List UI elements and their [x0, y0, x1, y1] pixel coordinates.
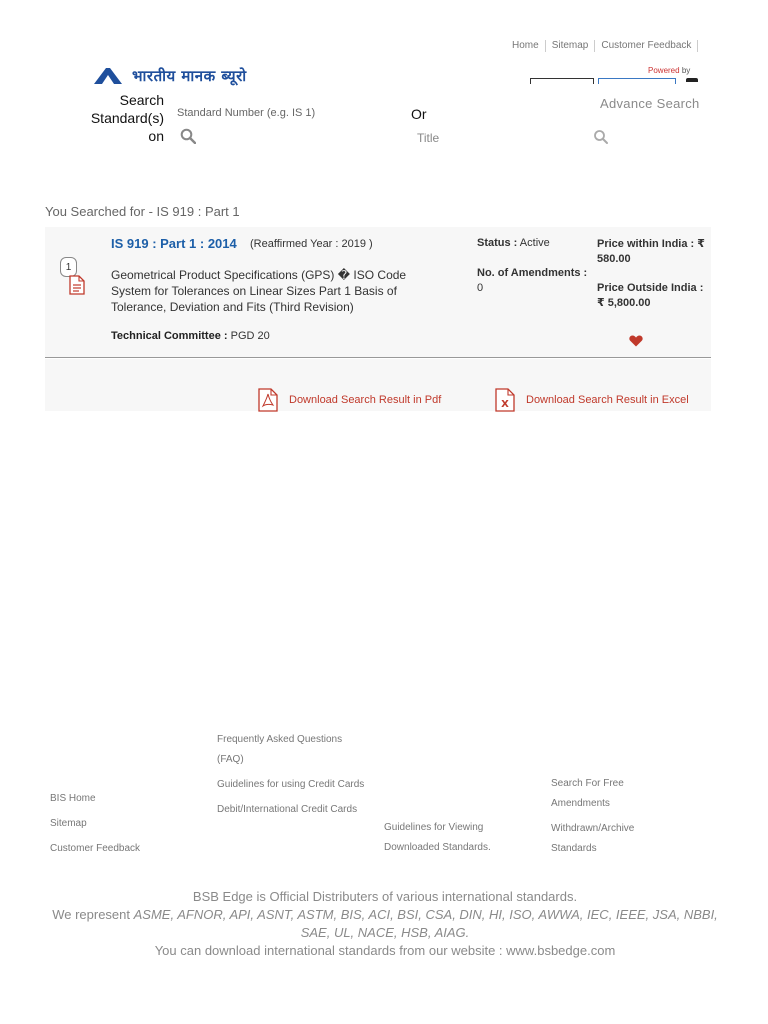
- searched-for-text: You Searched for - IS 919 : Part 1: [45, 204, 240, 219]
- bis-logo-icon: [94, 68, 122, 84]
- technical-committee-label: Technical Committee :: [111, 330, 228, 342]
- advance-search-link[interactable]: Advance Search: [600, 96, 700, 111]
- header-frame-right: [598, 78, 676, 84]
- pdf-icon: [257, 388, 279, 412]
- price-outside-label: Price Outside India :: [597, 282, 704, 294]
- search-icon[interactable]: [180, 128, 196, 144]
- standard-title-link[interactable]: IS 919 : Part 1 : 2014: [111, 236, 237, 251]
- bsb-line3[interactable]: You can download international standards from our website : www.bsbedge.com: [154, 943, 616, 958]
- price-within-india: [597, 237, 711, 267]
- footer-col-bis: [50, 789, 140, 864]
- footer-link-withdrawn-standards[interactable]: Withdrawn/Archive Standards: [551, 823, 635, 854]
- bsb-edge-notice: [40, 888, 730, 960]
- download-excel-button[interactable]: [494, 388, 689, 412]
- price-outside-value: ₹ 5,800.00: [597, 297, 651, 309]
- bsb-line1: BSB Edge is Official Distributers of various international standards.: [192, 889, 578, 904]
- heart-icon[interactable]: [629, 335, 643, 347]
- download-excel-label: Download Search Result in Excel: [526, 394, 689, 406]
- download-pdf-label: Download Search Result in Pdf: [289, 394, 442, 406]
- bis-logo[interactable]: [94, 66, 247, 86]
- footer-link-free-amendments[interactable]: Search For Free Amendments: [551, 778, 624, 809]
- footer-link-credit-card-guidelines[interactable]: Guidelines for using Credit Cards: [217, 779, 365, 790]
- search-label-line1: Search: [119, 92, 164, 108]
- header-frame-left: [530, 78, 594, 84]
- footer-link-customer-feedback[interactable]: Customer Feedback: [50, 843, 141, 854]
- logo-text: भारतीय मानक ब्यूरो: [132, 67, 247, 85]
- status-label: Status :: [477, 237, 518, 249]
- price-india-value: 580.00: [597, 253, 631, 265]
- footer-col-viewing: [384, 818, 524, 858]
- status: [477, 237, 550, 249]
- or-label: Or: [411, 106, 427, 122]
- search-icon[interactable]: [593, 129, 609, 145]
- powered-by-label: [648, 66, 690, 75]
- footer-link-debit-cards[interactable]: Debit/International Credit Cards: [217, 804, 358, 815]
- top-link-home[interactable]: Home: [508, 40, 546, 52]
- footer-link-bis-home[interactable]: BIS Home: [50, 793, 96, 804]
- standard-description: Geometrical Product Specifications (GPS) � ISO Code System for Tolerances on Linear Sizes Part 1 Basis of Tolerance, Deviation and Fits (Third Revision): [111, 268, 407, 314]
- powered-by-text: by: [681, 66, 691, 75]
- price-outside-india: [597, 281, 711, 311]
- powered-logo: [686, 78, 698, 82]
- amendments-value: 0: [477, 282, 484, 294]
- footer-link-sitemap[interactable]: Sitemap: [50, 818, 87, 829]
- price-india-label: Price within India : ₹: [597, 238, 705, 250]
- technical-committee-value: PGD 20: [230, 330, 270, 342]
- footer-link-viewing-guidelines[interactable]: Guidelines for Viewing Downloaded Standards.: [384, 822, 491, 853]
- reaffirmed-year: (Reaffirmed Year : 2019 ): [250, 238, 373, 250]
- footer-link-faq[interactable]: Frequently Asked Questions (FAQ): [217, 734, 343, 765]
- excel-icon: [494, 388, 516, 412]
- bsb-line2-prefix: We represent: [52, 907, 130, 922]
- bsb-standards-list: ASME, AFNOR, API, ASNT, ASTM, BIS, ACI, BSI, CSA, DIN, HI, ISO, AWWA, IEC, IEEE, JSA, NBBI, SAE, UL, NACE, HSB, AIAG.: [133, 907, 718, 940]
- search-standards-label: [80, 91, 164, 145]
- svg-text:X: X: [501, 399, 509, 410]
- result-card: [45, 227, 711, 358]
- top-link-customer-feedback[interactable]: Customer Feedback: [595, 40, 698, 52]
- search-label-line3: on: [148, 128, 164, 144]
- top-link-sitemap[interactable]: Sitemap: [546, 40, 596, 52]
- download-pdf-button[interactable]: [257, 388, 441, 412]
- title-search-input[interactable]: [417, 129, 587, 147]
- footer-col-help: [217, 730, 367, 825]
- bsb-line2: [40, 906, 730, 942]
- document-icon[interactable]: [69, 275, 85, 295]
- technical-committee: [111, 330, 270, 342]
- powered-text: Powered: [648, 66, 680, 75]
- standard-number-input[interactable]: [177, 104, 377, 122]
- footer-col-amendments: [551, 774, 681, 864]
- amendments-label: No. of Amendments :: [477, 267, 588, 279]
- top-links: [508, 40, 698, 52]
- search-label-line2: Standard(s): [90, 110, 164, 126]
- result-index-badge: 1: [60, 257, 77, 277]
- status-value: Active: [519, 237, 550, 249]
- amendments: [477, 266, 597, 296]
